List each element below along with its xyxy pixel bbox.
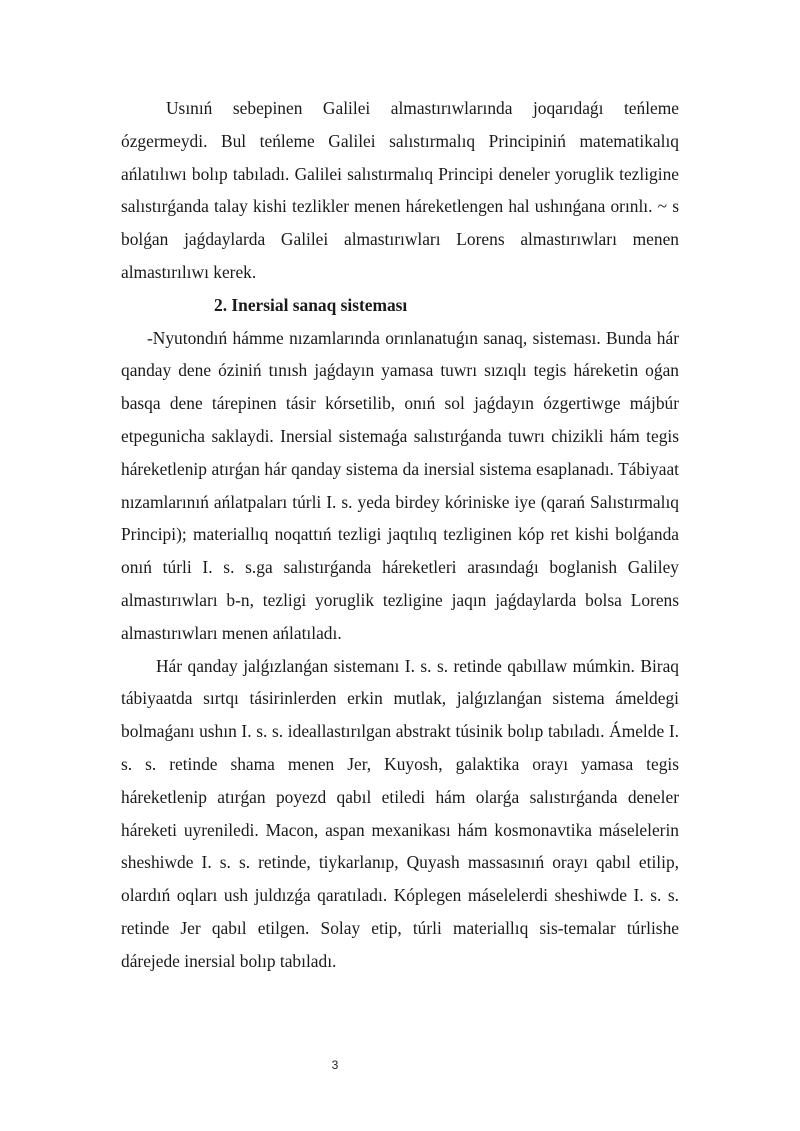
section-heading: 2. Inersial sanaq sisteması [214,294,408,315]
page-number: 3 [331,1058,339,1072]
document-body [121,92,679,978]
paragraph-2: -Nyutondıń hámme nızamlarında orınlanatuǵın sanaq, sisteması. Bunda hár qanday dene óziniń tınısh jaǵdayın yamasa tuwrı sızıqlı tegis háreketin oǵan basqa dene tárepinen tásir kórsetilib, onıń sol jaǵdayın ózgertiwge májbúr etpegunicha saklaydi. Inersial sistemaǵa salıstırǵanda tuwrı chizikli hám tegis háreketlenip atırǵan hár qanday sistema da inersial sistema esaplanadı. Tábiyaat nızamlarınıń ańlatpaları túrli I. s. yeda birdey kóriniske iye (qarań Salıstırmalıq Principi); materiallıq noqattıń tezligi jaqtılıq tezliginen kóp ret kishi bolǵanda onıń túrli I. s. s.ga salıstırǵanda háreketleri arasındaǵı boglanish Galiley almastırıwları b-n, tezligi yoruglik tezligine jaqın jaǵdaylarda bolsa Lorens almastırıwları menen ańlatıladı. [121,327,679,643]
paragraph-1: Usınıń sebepinen Galilei almastırıwlarında joqarıdaǵı teńleme ózgermeydi. Bul teńleme Galilei salıstırmalıq Principiniń matematikalıq ańlatılıwı bolıp tabıladı. Galilei salıstırmalıq Principi deneler yoruglik tezligine salıstırǵanda talay kishi tezlikler menen háreketlengen hal ushınǵana orınlı. ~ s bolǵan jaǵdaylarda Galilei almastırıwları Lorens almastırıwları menen almastırılıwı kerek. [121,98,679,282]
paragraph-3: Hár qanday jalǵızlanǵan sistemanı I. s. s. retinde qabıllaw múmkin. Biraq tábiyaatda sırtqı tásirinlerden erkin mutlak, jalǵızlanǵan sistema ámeldegi bolmaǵanı ushın I. s. s. ideallastırılgan abstrakt túsinik bolıp tabıladı. Ámelde I. s. s. retinde shama menen Jer, Kuyosh, galaktika orayı yamasa tegis háreketlenip atırǵan poyezd qabıl etiledi hám olarǵa salıstırǵanda deneler háreketi uyreniledi. Macon, aspan mexanikası hám kosmonavtika máselelerin sheshiwde I. s. s. retinde, tiykarlanıp, Quyash massasınıń orayı qabıl etilip, olardıń oqları ush juldızǵa qaratıladı. Kóplegen máselelerdi sheshiwde I. s. s. retinde Jer qabıl etilgen. Solay etip, túrli materiallıq sis-temalar túrlishe dárejede inersial bolıp tabıladı. [121,655,679,971]
